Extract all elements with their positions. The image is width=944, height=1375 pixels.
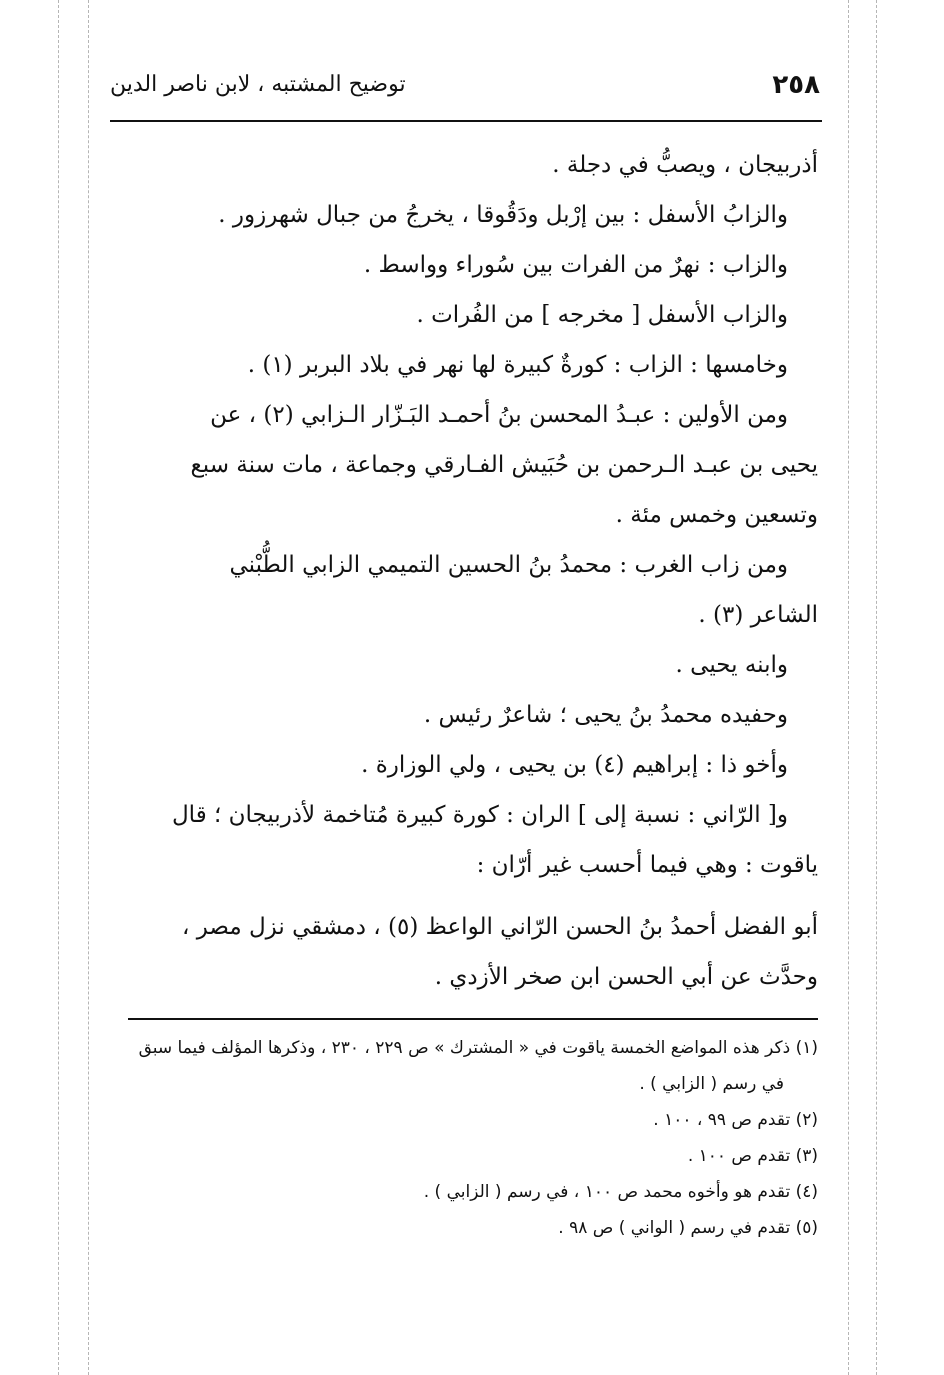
text-line: وحفيده محمدُ بنُ يحيى ؛ شاعرٌ رئيس . xyxy=(423,702,788,728)
text-line: و[ الرّاني : نسبة إلى ] الران : كورة كبيرة مُتاخمة لأذربيجان ؛ قال xyxy=(171,802,788,828)
text-line: ومن الأولين : عبـدُ المحسن بنُ أحمـد البَـزّار الـزابي (٢) ، عن xyxy=(210,402,788,428)
scan-margin-line xyxy=(876,0,877,1375)
scan-margin-line xyxy=(88,0,89,1375)
running-title: توضيح المشتبه ، لابن ناصر الدين xyxy=(110,72,406,97)
text-line: والزابُ الأسفل : بين إرْبل ودَقُوقا ، يخرجُ من جبال شهرزور . xyxy=(218,202,788,228)
text-line: أبو الفضل أحمدُ بنُ الحسن الرّاني الواعظ (٥) ، دمشقي نزل مصر ، xyxy=(181,914,818,940)
text-line: وتسعين وخمس مئة . xyxy=(615,502,818,528)
page-number: ٢٥٨ xyxy=(772,70,820,100)
text-line: وخامسها : الزاب : كورةٌ كبيرة لها نهر في بلاد البربر (١) . xyxy=(247,352,788,378)
text-line: وأخو ذا : إبراهيم (٤) بن يحيى ، ولي الوزارة . xyxy=(361,752,788,778)
footnote: (٢) تقدم ص ٩٩ ، ١٠٠ . xyxy=(653,1110,818,1130)
text-line: ومن زاب الغرب : محمدُ بنُ الحسين التميمي الزابي الطُّبْني xyxy=(229,552,788,578)
page-header xyxy=(110,68,820,120)
text-line: أذربيجان ، ويصبُّ في دجلة . xyxy=(552,152,818,178)
footnote: (٥) تقدم في رسم ( الواني ) ص ٩٨ . xyxy=(558,1218,818,1238)
text-line: والزاب : نهرٌ من الفرات بين سُوراء وواسط . xyxy=(363,252,788,278)
footnote-rule xyxy=(128,1018,818,1020)
scan-margin-line xyxy=(58,0,59,1375)
text-line: ياقوت : وهي فيما أحسب غير أرّان : xyxy=(476,852,818,878)
footnotes xyxy=(110,1030,818,1246)
header-rule xyxy=(110,120,822,122)
footnote: (١) ذكر هذه المواضع الخمسة ياقوت في « المشترك » ص ٢٢٩ ، ٢٣٠ ، وذكرها المؤلف فيما سبق xyxy=(138,1038,818,1058)
text-line: وابنه يحيى . xyxy=(675,652,788,678)
main-text xyxy=(110,140,818,1002)
scan-margin-line xyxy=(848,0,849,1375)
footnote-continuation: في رسم ( الزابي ) . xyxy=(639,1074,784,1094)
text-line: وحدَّث عن أبي الحسن ابن صخر الأزدي . xyxy=(434,964,818,990)
footnote: (٣) تقدم ص ١٠٠ . xyxy=(687,1146,818,1166)
text-line: يحيى بن عبـد الـرحمن بن حُبَيش الفـارقي وجماعة ، مات سنة سبع xyxy=(190,452,818,478)
text-line: الشاعر (٣) . xyxy=(698,602,818,628)
text-line: والزاب الأسفل [ مخرجه ] من الفُرات . xyxy=(416,302,788,328)
footnote: (٤) تقدم هو وأخوه محمد ص ١٠٠ ، في رسم ( الزابي ) . xyxy=(423,1182,818,1202)
